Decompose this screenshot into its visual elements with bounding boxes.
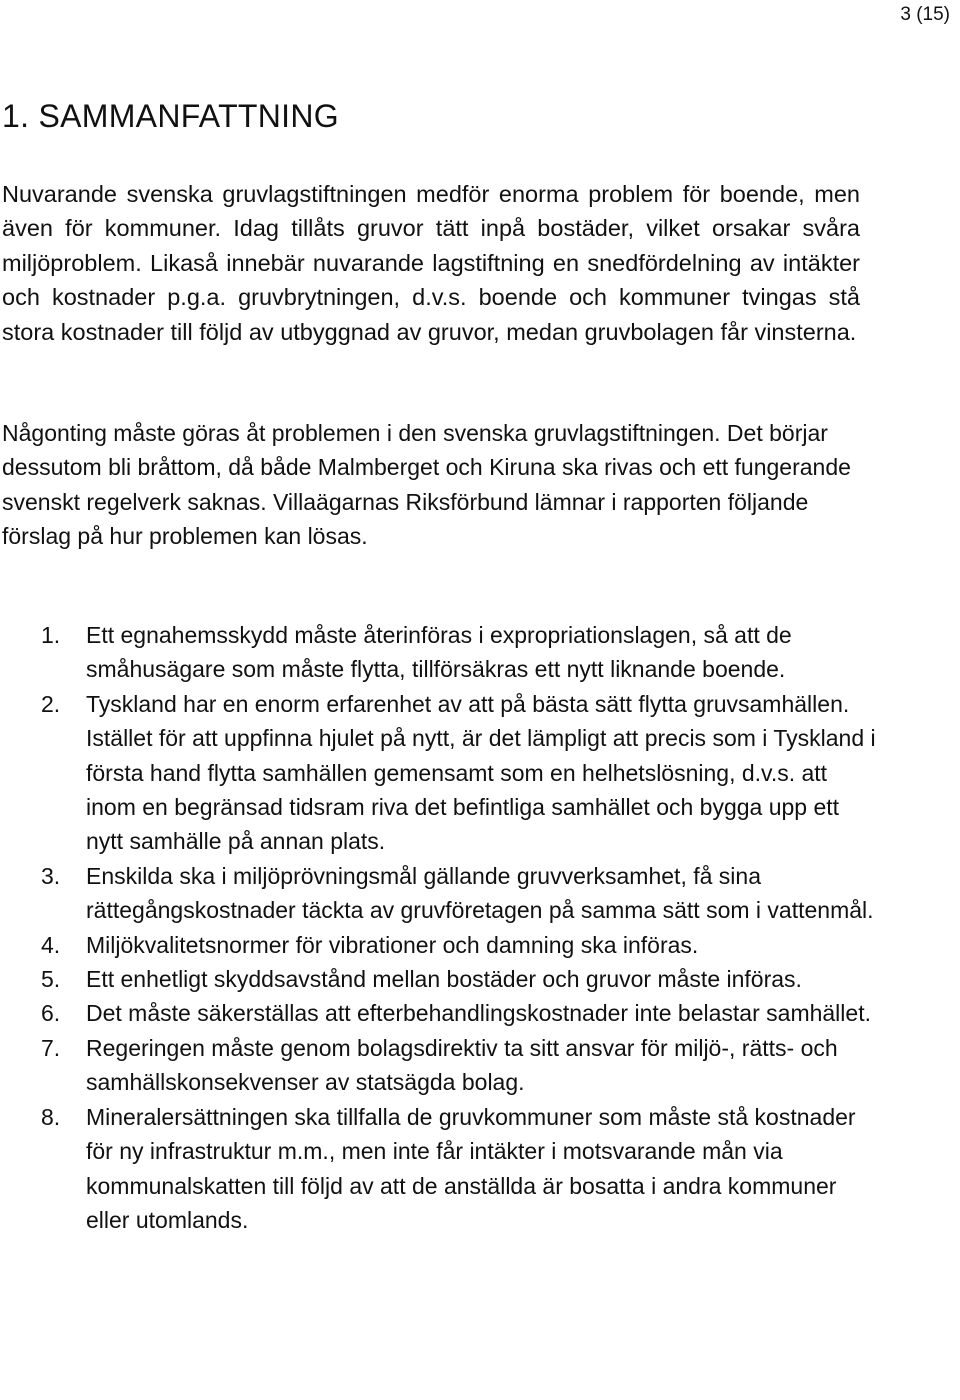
- list-item: [0, 1031, 880, 1100]
- list-item-number: 4.: [41, 931, 61, 958]
- list-item-number: 8.: [41, 1103, 61, 1130]
- list-item-number: 1.: [41, 622, 61, 648]
- list-item-number: 7.: [41, 1034, 61, 1061]
- list-item-text: Ett enhetligt skyddsavstånd mellan bostäder och gruvor måste införas.: [86, 966, 802, 993]
- list-item-number: 5.: [41, 966, 61, 993]
- list-item-text: Regeringen måste genom bolagsdirektiv ta sitt ansvar för miljö-, rätts- och samhällskonsekvenser av statsägda bolag.: [86, 1034, 838, 1096]
- list-item-number: 2.: [41, 690, 61, 717]
- section-heading: 1. SAMMANFATTNING: [2, 98, 339, 134]
- list-item-number: 6.: [41, 1000, 61, 1027]
- list-item: [0, 618, 880, 687]
- list-item: [0, 928, 880, 962]
- list-item-text: Mineralersättningen ska tillfalla de gruvkommuner som måste stå kostnader för ny infrastruktur m.m., men inte får intäkter i motsvarande mån via kommunalskatten till följd av att de anställda är bosatta i andra kommuner eller utomlands.: [86, 1103, 856, 1233]
- list-item-number: 3.: [41, 862, 61, 889]
- list-item: [0, 996, 880, 1030]
- list-item-text: Enskilda ska i miljöprövningsmål gällande gruvverksamhet, få sina rättegångskostnader täckta av gruvföretagen på samma sätt som i vattenmål.: [86, 862, 874, 924]
- list-item: [0, 1100, 880, 1238]
- list-item-text: Miljökvalitetsnormer för vibrationer och damning ska införas.: [86, 931, 699, 958]
- list-item-text: Det måste säkerställas att efterbehandlingskostnader inte belastar samhället.: [86, 1000, 871, 1027]
- list-item: [0, 962, 880, 996]
- summary-paragraph-2: Någonting måste göras åt problemen i den svenska gruvlagstiftningen. Det börjar dessutom bli bråttom, då både Malmberget och Kiruna ska rivas och ett fungerande svenskt regelverk saknas. Villaägarnas Riksförbund lämnar i rapporten följande förslag på hur problemen kan lösas.: [2, 420, 851, 550]
- summary-paragraph-1: Nuvarande svenska gruvlagstiftningen medför enorma problem för boende, men även för kommuner. Idag tillåts gruvor tätt inpå bostäder, vilket orsakar svåra miljöproblem. Likaså innebär nuvarande lagstiftning en snedfördelning av intäkter och kostnader p.g.a. gruvbrytningen, d.v.s. boende och kommuner tvingas stå stora kostnader till följd av utbyggnad av gruvor, medan gruvbolagen får vinsterna.: [2, 181, 860, 345]
- list-item: [0, 859, 880, 928]
- list-item-text: Ett egnahemsskydd måste återinföras i expropriationslagen, så att de småhusägare som måste flytta, tillförsäkras ett nytt liknande boende.: [86, 622, 792, 683]
- list-item-text: Tyskland har en enorm erfarenhet av att på bästa sätt flytta gruvsamhällen. Istället för att uppfinna hjulet på nytt, är det lämpligt att precis som i Tyskland i första hand flytta samhällen gemensamt som en helhetslösning, d.v.s. att inom en begränsad tidsram riva det befintliga samhället och bygga upp ett nytt samhälle på annan plats.: [86, 690, 876, 855]
- page-number: 3 (15): [900, 4, 950, 25]
- list-item: [0, 687, 880, 859]
- proposal-list: [0, 618, 880, 1237]
